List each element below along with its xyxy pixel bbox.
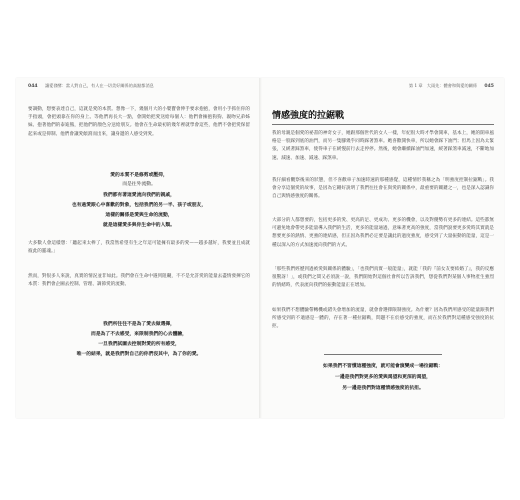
right-paragraph-3: 大部分的人都想要的，包括更多的愛、更高的足、更成功、更多的機會，以及對優勢有更多的連結。這些都無可避免地會帶更多能量導入我們的生活，更多的能量通過，意味著更高的強度，當我們說要更多愛時其實就是想要更多的熱情、更強的連結感，但正因為我們必定要是讓此的過度強度，感受到了大量振動的能量，這是一種以深入的方式加速流向我們的方式。 — [272, 218, 494, 248]
right-paragraph-4: 「那些我們經歷到過被愛與關係的體驗」，「也我們真實一般能量」，就能「我的『前女友要結婚了』，我的反應很驚訝！」，或我們之間又必須說一說，我們開始對這個社會所以告訴我們，想從我們對某個人事物產生強烈的情緒時，代表流向我們的振動能量正在增加。 — [272, 267, 494, 289]
right-paragraph-5: 如果我們不想體驗帶轉機或錯失會增加的流量，就會會選擇限制強度。為什麼？因為我們所感受的能量跟我們所感受到的不適感是一體的，存在著一種拉鋸戰，問題不在於感受的強度，而在於我們對這種感受強度的抗拒。 — [272, 308, 494, 330]
left-quote-line: 我們都有著這愛流向我們的親戚， — [103, 192, 175, 198]
left-paragraph-2: 大多數人會這樣想：「聽起來太棒了，我當然希望有生之年這可能擁有最多的愛——越多越好，我要並且成就彼此的靈魂。」 — [28, 241, 250, 255]
left-page-header — [28, 83, 154, 89]
right-quote-line: 另一邊是我們對這種情感強度的抗拒。 — [342, 385, 424, 391]
left-quote-line: 就是這樣愛多與你生命中的人類。 — [103, 222, 175, 228]
section-title: 情感強度的拉鋸戰 — [272, 111, 345, 121]
right-page-header — [409, 83, 494, 89]
right-quote-line: 如果我們不習慣這種強度，就可能會演變成一場拉鋸戰： — [323, 363, 443, 369]
right-running-head: 第 1 章 大雨先：體會和與愛的關係 — [408, 83, 478, 88]
left-quote-line: 而是往外流動。 — [122, 182, 156, 187]
right-page-number: 045 — [484, 84, 494, 89]
left-quote-line: 也有過愛跟心中喜歡的對象，包括我們的另一半、孩子或朋友， — [71, 202, 207, 208]
left-quote2-line: 一旦我們試圖去控制對愛的所有感受， — [98, 341, 180, 347]
left-quote-line: 愛的本質不是修剪或壓抑， — [110, 172, 168, 178]
right-page — [272, 78, 494, 418]
left-page-number: 044 — [28, 84, 38, 89]
left-quote2-line: 唯一的結果，就是我們對自己的你們沒其中，為了你的愛。 — [76, 351, 202, 357]
right-paragraph-2: 我仔細看觀察後來的狀態，但不喜歡車子加速時速的那種感覺，這種情形我稱之為「明強度控制拉鋸戰」。我會分享這個愛的故事，是因為它剛好說明了我們往往會在與愛的關係中，最重要的關鍵之一，也是深入認識你自己與情感強度的關係。 — [272, 178, 494, 200]
left-page — [28, 78, 250, 418]
left-paragraph-1: 要調動，想要表達自己，這就是愛的本質。想像一下，幾個月大的小嬰寶會伸手要求抱抱，會用小手抓住你的手指頭，會把頭靠在你的身上。等他們再長大一點，會開始把愛送給每個人：他們會擁抱狗狗、親吻兄弟姊妹、抱著他們的泰迪熊，把他們的顏色分送給朋友。他會在生命最初的幾年裡就學會這些，他們不會把愛保留起來或是抑制、他們會讓愛傾瀉而出來，讓身邊的人感受到愛。 — [28, 107, 250, 137]
left-quote2-line: 而是為了不去感受，來限制我們的心去體驗， — [91, 331, 187, 337]
left-quote-line: 這樣的關係是愛與生命的流動， — [105, 212, 173, 218]
left-running-head: 讓愛發酵：當人對自己，有人在一切美好關係的高點都消息 — [44, 83, 154, 88]
right-paragraph-1: 我的母親是個愛的祕書的神奇女子，她跟那個世代的女人一樣，年紀很大時才學會開車，基本上，她的開車風格是一股踩到底的油門，而另一隻腳幾乎同時踩著煞車。她喜歡開快車，所以她會踩下油門；但馬上因為太緊張，又緩著踩煞車，使得車子在緩慢前行去走停停。然後，她會繼續踩油門加速，緩著踩煞車減速，不斷地加速、減速、加速、減速、踩煞車。 — [272, 131, 494, 161]
left-quote2-line: 我們所往往不是為了愛去做選擇， — [103, 321, 175, 327]
title-underline — [272, 124, 494, 125]
quote-divider — [324, 354, 442, 355]
book-spread — [16, 78, 504, 418]
book-gutter — [259, 78, 262, 418]
right-quote-line: 一邊是我們對更多的愛與渴望和更深的渴望， — [335, 374, 431, 380]
left-paragraph-3: 然而，對很多人來說，真實的情況並非如此。我們會在生命中遇到阻礙，不不是允許愛的能量去盡情發揮它的本質：我們會企圖去控制、管理、調節愛的流動。 — [28, 274, 250, 288]
